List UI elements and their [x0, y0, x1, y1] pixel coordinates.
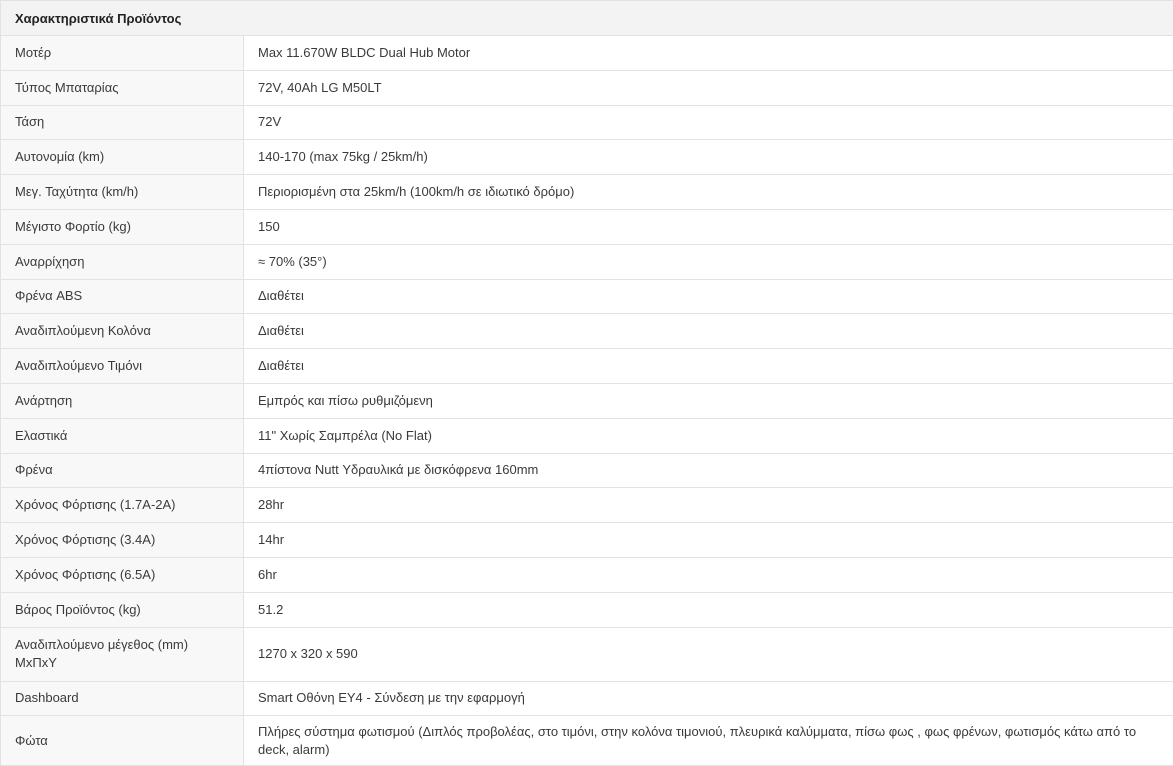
spec-label: Χρόνος Φόρτισης (3.4A): [1, 523, 244, 558]
table-row: [1, 418, 1173, 453]
spec-value: Διαθέτει: [244, 279, 1173, 314]
spec-label: Τύπος Μπαταρίας: [1, 70, 244, 105]
spec-value: 140-170 (max 75kg / 25km/h): [244, 140, 1173, 175]
spec-label: Φρένα: [1, 453, 244, 488]
table-row: [1, 523, 1173, 558]
spec-label: Χρόνος Φόρτισης (1.7A-2A): [1, 488, 244, 523]
spec-value: 150: [244, 209, 1173, 244]
table-row: [1, 453, 1173, 488]
spec-label: Dashboard: [1, 681, 244, 716]
spec-label: Χρόνος Φόρτισης (6.5A): [1, 557, 244, 592]
spec-value: 4πίστονα Nutt Υδραυλικά με δισκόφρενα 160mm: [244, 453, 1173, 488]
spec-label: Βάρος Προϊόντος (kg): [1, 592, 244, 627]
spec-value: 1270 x 320 x 590: [244, 627, 1173, 681]
spec-value: Smart Οθόνη EY4 - Σύνδεση με την εφαρμογή: [244, 681, 1173, 716]
spec-value: 72V: [244, 105, 1173, 140]
spec-label: Ανάρτηση: [1, 383, 244, 418]
table-row: [1, 383, 1173, 418]
spec-label: Φώτα: [1, 716, 244, 766]
spec-value: Max 11.670W BLDC Dual Hub Motor: [244, 36, 1173, 71]
spec-label: Τάση: [1, 105, 244, 140]
table-row: [1, 349, 1173, 384]
table-row: [1, 488, 1173, 523]
spec-value: 11" Χωρίς Σαμπρέλα (No Flat): [244, 418, 1173, 453]
table-row: [1, 627, 1173, 681]
table-row: [1, 70, 1173, 105]
spec-label: Αναδιπλούμενο Τιμόνι: [1, 349, 244, 384]
spec-label: Αναρρίχηση: [1, 244, 244, 279]
spec-label: Μοτέρ: [1, 36, 244, 71]
table-header-row: [1, 1, 1173, 36]
table-row: [1, 105, 1173, 140]
table-header: Χαρακτηριστικά Προϊόντος: [1, 1, 1173, 36]
spec-value: Εμπρός και πίσω ρυθμιζόμενη: [244, 383, 1173, 418]
table-row: [1, 557, 1173, 592]
table-row: [1, 140, 1173, 175]
spec-label: Αναδιπλούμενο μέγεθος (mm) ΜxΠxΥ: [1, 627, 244, 681]
spec-label: Αυτονομία (km): [1, 140, 244, 175]
table-row: [1, 279, 1173, 314]
table-row: [1, 36, 1173, 71]
spec-label: Αναδιπλούμενη Κολόνα: [1, 314, 244, 349]
table-row: [1, 244, 1173, 279]
spec-value: Διαθέτει: [244, 349, 1173, 384]
spec-value: Διαθέτει: [244, 314, 1173, 349]
table-row: [1, 716, 1173, 766]
spec-value: 51.2: [244, 592, 1173, 627]
spec-label: Μεγ. Ταχύτητα (km/h): [1, 175, 244, 210]
table-row: [1, 314, 1173, 349]
spec-value: 14hr: [244, 523, 1173, 558]
table-row: [1, 681, 1173, 716]
table-row: [1, 209, 1173, 244]
spec-value: 28hr: [244, 488, 1173, 523]
spec-value: Πλήρες σύστημα φωτισμού (Διπλός προβολέας, στο τιμόνι, στην κολόνα τιμονιού, πλευρικά καλύμματα, πίσω φως , φως φρένων, φωτισμός κάτω από το deck, alarm): [244, 716, 1173, 766]
spec-value: ≈ 70% (35°): [244, 244, 1173, 279]
spec-label: Μέγιστο Φορτίο (kg): [1, 209, 244, 244]
spec-value: 72V, 40Ah LG M50LT: [244, 70, 1173, 105]
spec-value: Περιορισμένη στα 25km/h (100km/h σε ιδιωτικό δρόμο): [244, 175, 1173, 210]
spec-value: 6hr: [244, 557, 1173, 592]
table-row: [1, 592, 1173, 627]
spec-label: Ελαστικά: [1, 418, 244, 453]
spec-label: Φρένα ABS: [1, 279, 244, 314]
table-row: [1, 175, 1173, 210]
